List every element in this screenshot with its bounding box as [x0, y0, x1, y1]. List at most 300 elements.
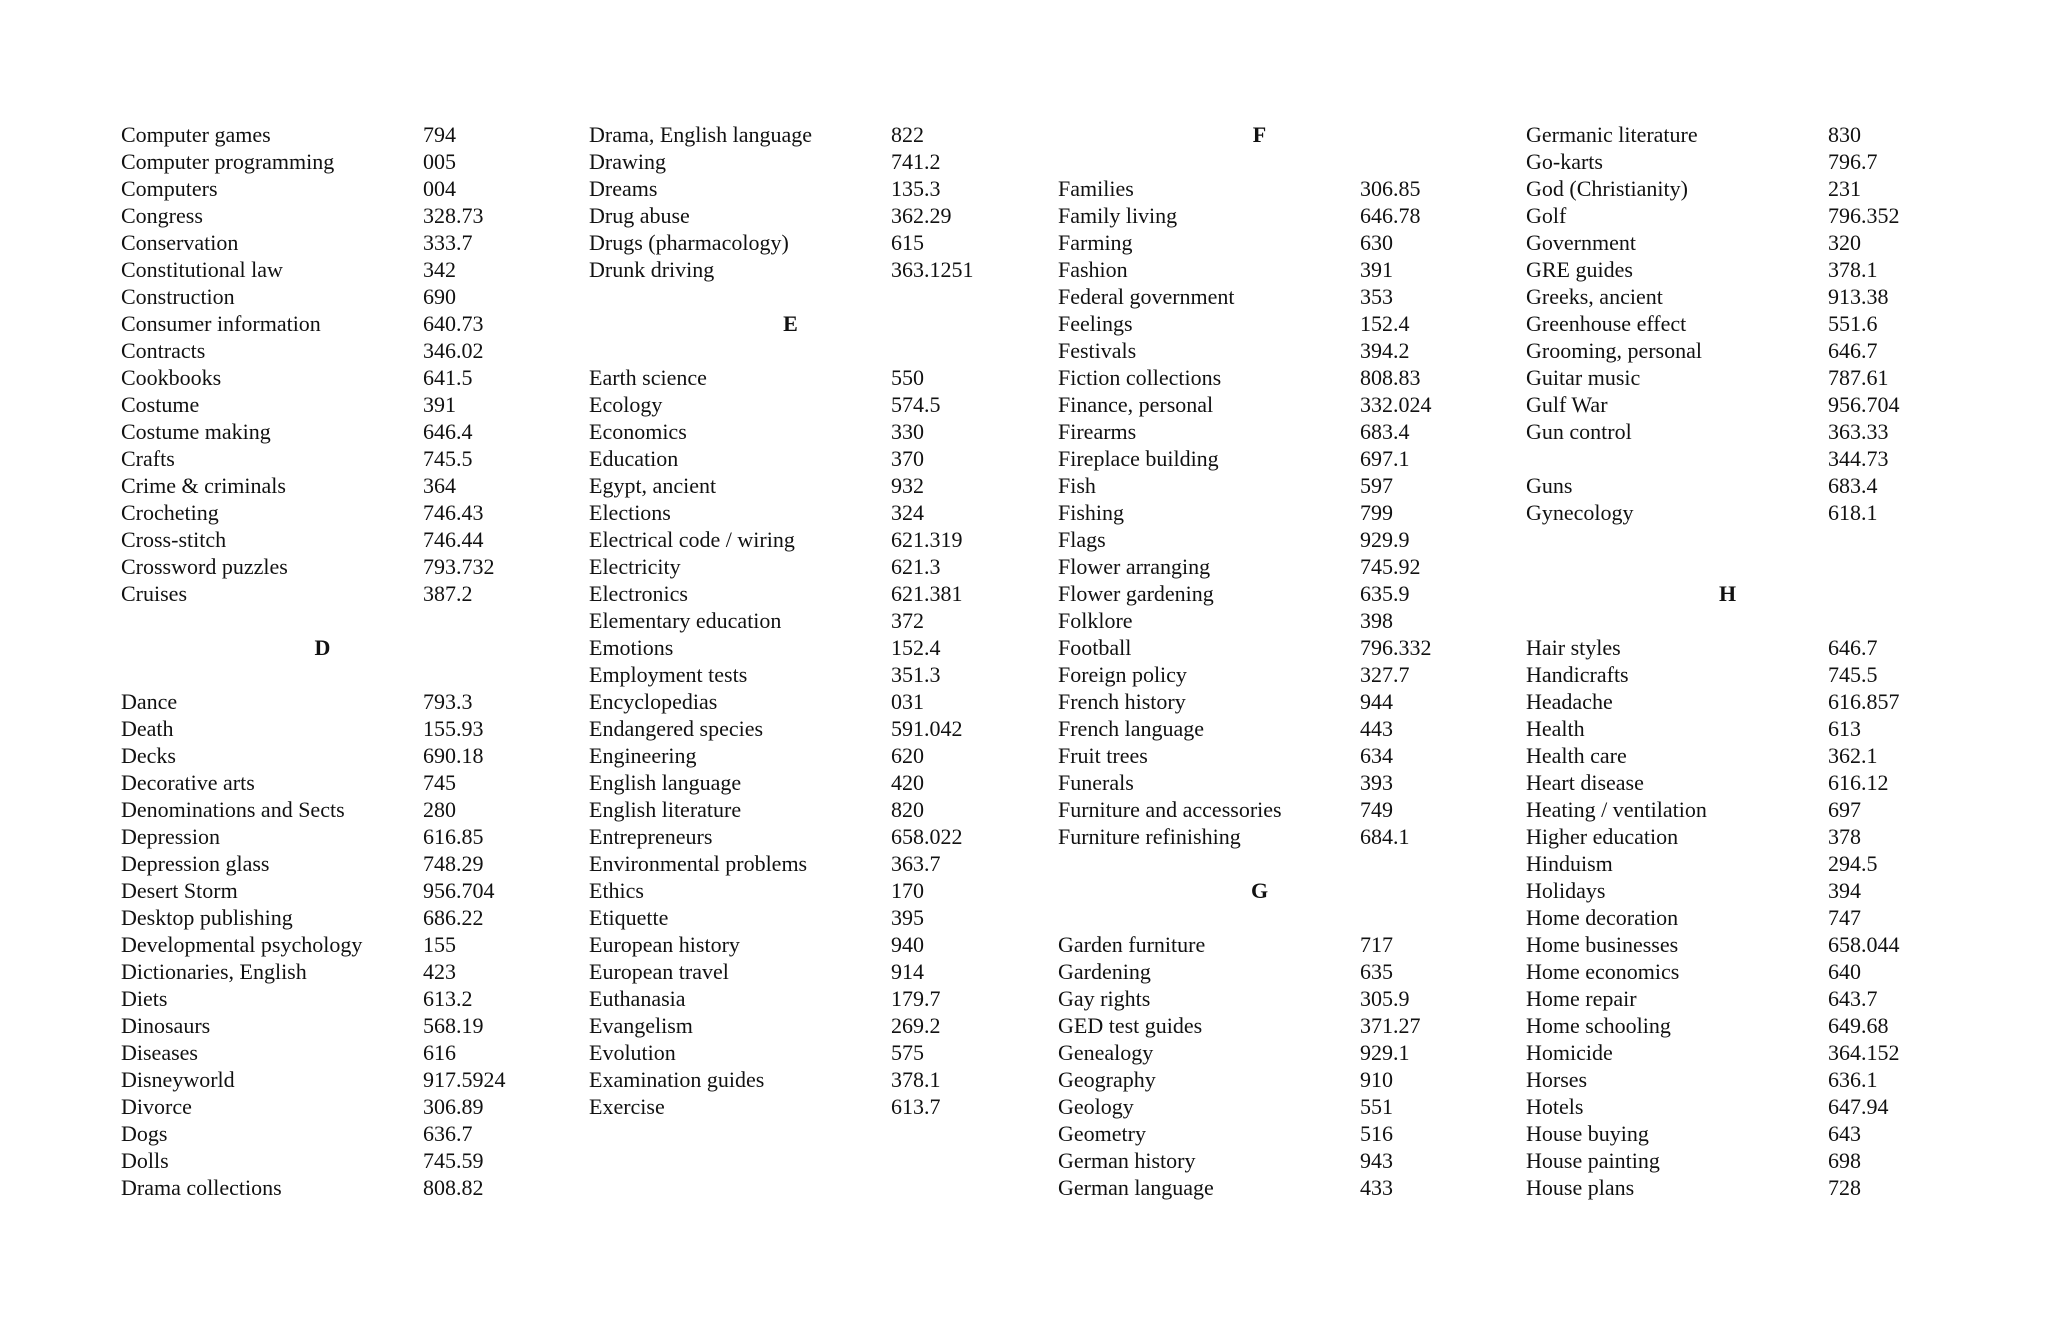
- subject-term: Family living: [1058, 203, 1178, 228]
- subject-term: Greenhouse effect: [1526, 311, 1687, 336]
- dewey-number: 913.38: [1828, 284, 1889, 309]
- index-entry-row: [1526, 877, 1966, 904]
- index-entry-row: [589, 418, 1029, 445]
- index-entry-row: [589, 688, 1029, 715]
- subject-term: Health: [1526, 716, 1585, 741]
- index-entry-row: [1058, 418, 1498, 445]
- index-column-2: [589, 121, 1029, 1120]
- index-entry-row: [121, 796, 561, 823]
- subject-term: Electrical code / wiring: [589, 527, 795, 552]
- dewey-number: 647.94: [1828, 1094, 1889, 1119]
- dewey-number: 364: [423, 473, 456, 498]
- subject-term: Crafts: [121, 446, 175, 471]
- section-letter-heading: G: [1250, 878, 1269, 903]
- dewey-number: 306.85: [1360, 176, 1421, 201]
- index-column-1: [121, 121, 561, 1201]
- index-entry-row: [1526, 229, 1966, 256]
- index-entry-row: [1526, 391, 1966, 418]
- subject-term: Constitutional law: [121, 257, 283, 282]
- subject-term: Construction: [121, 284, 235, 309]
- subject-term: Go-karts: [1526, 149, 1603, 174]
- index-entry-row: [121, 283, 561, 310]
- dewey-number: 741.2: [891, 149, 941, 174]
- subject-term: Furniture and accessories: [1058, 797, 1282, 822]
- index-entry-row: [121, 1147, 561, 1174]
- subject-term: Ethics: [589, 878, 644, 903]
- subject-term: Dogs: [121, 1121, 168, 1146]
- dewey-number: 351.3: [891, 662, 941, 687]
- index-entry-row: [1058, 1066, 1498, 1093]
- subject-term: Farming: [1058, 230, 1133, 255]
- subject-term: Home economics: [1526, 959, 1680, 984]
- dewey-number: 155.93: [423, 716, 484, 741]
- subject-term: Gulf War: [1526, 392, 1608, 417]
- subject-term: Crocheting: [121, 500, 219, 525]
- section-letter-heading: H: [1718, 581, 1737, 606]
- subject-term: Feelings: [1058, 311, 1133, 336]
- index-entry-row: [1058, 202, 1498, 229]
- dewey-number: 370: [891, 446, 924, 471]
- spacer-row: [589, 337, 1029, 364]
- dewey-number: 591.042: [891, 716, 963, 741]
- dewey-number: 378.1: [1828, 257, 1878, 282]
- dewey-number: 745.59: [423, 1148, 484, 1173]
- dewey-number: 917.5924: [423, 1067, 506, 1092]
- subject-term: Dinosaurs: [121, 1013, 211, 1038]
- dewey-number: 697.1: [1360, 446, 1410, 471]
- index-entry-row: [1526, 1012, 1966, 1039]
- spacer-row: [1058, 148, 1498, 175]
- subject-term: Gun control: [1526, 419, 1632, 444]
- dewey-number: 683.4: [1360, 419, 1410, 444]
- index-entry-row: [1058, 715, 1498, 742]
- subject-term: Finance, personal: [1058, 392, 1214, 417]
- index-entry-row: [589, 823, 1029, 850]
- spacer-row: [1526, 526, 1966, 553]
- dewey-number: 820: [891, 797, 924, 822]
- subject-term: Flower arranging: [1058, 554, 1211, 579]
- dewey-number: 728: [1828, 1175, 1861, 1200]
- subject-term: Fashion: [1058, 257, 1128, 282]
- dewey-number: 746.44: [423, 527, 484, 552]
- subject-term: English literature: [589, 797, 742, 822]
- dewey-number: 697: [1828, 797, 1861, 822]
- dewey-number: 796.332: [1360, 635, 1432, 660]
- subject-term: English language: [589, 770, 742, 795]
- subject-term: GED test guides: [1058, 1013, 1203, 1038]
- dewey-number: 353: [1360, 284, 1393, 309]
- dewey-number: 621.3: [891, 554, 941, 579]
- dewey-number: 636.1: [1828, 1067, 1878, 1092]
- index-entry-row: [121, 121, 561, 148]
- subject-term: Foreign policy: [1058, 662, 1187, 687]
- subject-term: Cross-stitch: [121, 527, 227, 552]
- dewey-number: 621.319: [891, 527, 963, 552]
- dewey-number: 342: [423, 257, 456, 282]
- index-entry-row: [121, 202, 561, 229]
- subject-term: Drama collections: [121, 1175, 282, 1200]
- subject-term: Furniture refinishing: [1058, 824, 1241, 849]
- index-entry-row: [1526, 256, 1966, 283]
- index-entry-row: [121, 688, 561, 715]
- subject-term: Education: [589, 446, 679, 471]
- dewey-number: 649.68: [1828, 1013, 1889, 1038]
- index-entry-row: [1058, 283, 1498, 310]
- dewey-number: 231: [1828, 176, 1861, 201]
- index-entry-row: [1058, 634, 1498, 661]
- dewey-number: 956.704: [423, 878, 495, 903]
- section-letter-heading: F: [1252, 122, 1267, 147]
- subject-term: Environmental problems: [589, 851, 808, 876]
- dewey-number: 636.7: [423, 1121, 473, 1146]
- subject-term: Higher education: [1526, 824, 1679, 849]
- subject-term: Congress: [121, 203, 203, 228]
- subject-term: Encyclopedias: [589, 689, 718, 714]
- dewey-number: 372: [891, 608, 924, 633]
- subject-term: Evolution: [589, 1040, 676, 1065]
- index-entry-row: [589, 931, 1029, 958]
- index-entry-row: [1058, 364, 1498, 391]
- index-entry-row: [1526, 796, 1966, 823]
- dewey-number: 684.1: [1360, 824, 1410, 849]
- index-entry-row: [121, 985, 561, 1012]
- subject-term: Diseases: [121, 1040, 198, 1065]
- index-entry-row: [1058, 580, 1498, 607]
- index-entry-row: [589, 769, 1029, 796]
- dewey-number: 686.22: [423, 905, 484, 930]
- dewey-number: 363.7: [891, 851, 941, 876]
- spacer-row: [1058, 850, 1498, 877]
- index-entry-row: [121, 1120, 561, 1147]
- subject-term: Heart disease: [1526, 770, 1644, 795]
- index-entry-row: [1058, 1120, 1498, 1147]
- spacer-row: [1526, 553, 1966, 580]
- dewey-number: 683.4: [1828, 473, 1878, 498]
- dewey-number: 646.7: [1828, 338, 1878, 363]
- index-entry-row: [1526, 1120, 1966, 1147]
- subject-term: European travel: [589, 959, 729, 984]
- index-entry-row: [1526, 364, 1966, 391]
- dewey-number: 613: [1828, 716, 1861, 741]
- index-entry-row: [1526, 850, 1966, 877]
- subject-term: Costume making: [121, 419, 271, 444]
- index-entry-row: [121, 364, 561, 391]
- index-entry-row: [121, 310, 561, 337]
- subject-term: Employment tests: [589, 662, 748, 687]
- dewey-number: 630: [1360, 230, 1393, 255]
- index-entry-row: [121, 769, 561, 796]
- subject-term: House buying: [1526, 1121, 1649, 1146]
- subject-term: Firearms: [1058, 419, 1137, 444]
- subject-term: Gynecology: [1526, 500, 1634, 525]
- dewey-number: 746.43: [423, 500, 484, 525]
- dewey-number: 929.9: [1360, 527, 1410, 552]
- spacer-row: [589, 283, 1029, 310]
- index-entry-row: [589, 202, 1029, 229]
- index-entry-row: [1058, 1147, 1498, 1174]
- dewey-number: 551: [1360, 1094, 1393, 1119]
- dewey-number: 613.2: [423, 986, 473, 1011]
- index-entry-row: [1526, 1174, 1966, 1201]
- subject-term: Guitar music: [1526, 365, 1641, 390]
- subject-term: Drama, English language: [589, 122, 812, 147]
- dewey-number: 616: [423, 1040, 456, 1065]
- subject-term: Football: [1058, 635, 1132, 660]
- dewey-number: 328.73: [423, 203, 484, 228]
- index-entry-row: [1526, 769, 1966, 796]
- spacer-row: [1526, 607, 1966, 634]
- dewey-number: 391: [423, 392, 456, 417]
- subject-term: Elections: [589, 500, 671, 525]
- index-entry-row: [589, 1093, 1029, 1120]
- subject-term: Crime & criminals: [121, 473, 286, 498]
- dewey-number: 378.1: [891, 1067, 941, 1092]
- dewey-number: 646.78: [1360, 203, 1421, 228]
- subject-term: Earth science: [589, 365, 707, 390]
- dewey-number: 332.024: [1360, 392, 1432, 417]
- dewey-number: 551.6: [1828, 311, 1878, 336]
- dewey-number: 793.732: [423, 554, 495, 579]
- subject-term: Emotions: [589, 635, 674, 660]
- dewey-number: 344.73: [1828, 446, 1889, 471]
- subject-term: Examination guides: [589, 1067, 765, 1092]
- subject-term: Computer games: [121, 122, 271, 147]
- section-letter-heading: D: [314, 635, 331, 660]
- index-entry-row: [121, 904, 561, 931]
- dewey-number: 179.7: [891, 986, 941, 1011]
- subject-term: Drawing: [589, 149, 666, 174]
- index-entry-row: [121, 850, 561, 877]
- index-entry-row: [589, 499, 1029, 526]
- dewey-number: 641.5: [423, 365, 473, 390]
- dewey-number: 363.1251: [891, 257, 974, 282]
- index-entry-row: [1526, 337, 1966, 364]
- dewey-number: 822: [891, 122, 924, 147]
- dewey-number: 443: [1360, 716, 1393, 741]
- index-entry-row: [1058, 958, 1498, 985]
- subject-term: Guns: [1526, 473, 1573, 498]
- subject-term: Festivals: [1058, 338, 1137, 363]
- subject-term: Electricity: [589, 554, 681, 579]
- subject-term: Home decoration: [1526, 905, 1679, 930]
- dewey-number: 574.5: [891, 392, 941, 417]
- dewey-number: 294.5: [1828, 851, 1878, 876]
- dewey-number: 324: [891, 500, 924, 525]
- dewey-number: 346.02: [423, 338, 484, 363]
- index-entry-row: [589, 175, 1029, 202]
- subject-term: Crossword puzzles: [121, 554, 288, 579]
- dewey-number: 420: [891, 770, 924, 795]
- subject-term: Decorative arts: [121, 770, 255, 795]
- index-entry-row: [1058, 445, 1498, 472]
- subject-term: House plans: [1526, 1175, 1635, 1200]
- dewey-number: 956.704: [1828, 392, 1900, 417]
- index-entry-row: [589, 877, 1029, 904]
- dewey-number: 690.18: [423, 743, 484, 768]
- index-entry-row: [121, 337, 561, 364]
- index-entry-row: [1526, 742, 1966, 769]
- subject-term: Decks: [121, 743, 176, 768]
- index-entry-row: [121, 580, 561, 607]
- subject-term: Gardening: [1058, 959, 1151, 984]
- dewey-number: 152.4: [1360, 311, 1410, 336]
- subject-term: Elementary education: [589, 608, 782, 633]
- subject-term: Home repair: [1526, 986, 1637, 1011]
- subject-term: Geometry: [1058, 1121, 1146, 1146]
- dewey-number: 433: [1360, 1175, 1393, 1200]
- dewey-number: 635.9: [1360, 581, 1410, 606]
- index-entry-row: [121, 1093, 561, 1120]
- dewey-number: 320: [1828, 230, 1861, 255]
- index-entry-row: [589, 742, 1029, 769]
- dewey-number: 616.85: [423, 824, 484, 849]
- dewey-number: 943: [1360, 1148, 1393, 1173]
- dewey-number: 717: [1360, 932, 1393, 957]
- subject-term: Fish: [1058, 473, 1096, 498]
- dewey-number: 621.381: [891, 581, 963, 606]
- subject-term: Fireplace building: [1058, 446, 1219, 471]
- index-entry-row: [1526, 121, 1966, 148]
- index-entry-row: [1058, 553, 1498, 580]
- subject-term: Denominations and Sects: [121, 797, 345, 822]
- dewey-number: 394.2: [1360, 338, 1410, 363]
- dewey-number: 914: [891, 959, 924, 984]
- index-entry-row: [121, 1066, 561, 1093]
- index-entry-row: [1526, 202, 1966, 229]
- dewey-number: 643: [1828, 1121, 1861, 1146]
- dewey-number: 634: [1360, 743, 1393, 768]
- dewey-number: 745.5: [423, 446, 473, 471]
- dewey-number: 305.9: [1360, 986, 1410, 1011]
- index-entry-row: [1526, 904, 1966, 931]
- subject-term: Egypt, ancient: [589, 473, 717, 498]
- dewey-number: 393: [1360, 770, 1393, 795]
- subject-term: Gay rights: [1058, 986, 1151, 1011]
- dewey-number: 378: [1828, 824, 1861, 849]
- index-entry-row: [1058, 1039, 1498, 1066]
- index-entry-row: [121, 526, 561, 553]
- dewey-number: 330: [891, 419, 924, 444]
- dewey-number: 830: [1828, 122, 1861, 147]
- dewey-number: 568.19: [423, 1013, 484, 1038]
- subject-term: Home businesses: [1526, 932, 1679, 957]
- dewey-number: 398: [1360, 608, 1393, 633]
- index-entry-row: [589, 364, 1029, 391]
- subject-term: House painting: [1526, 1148, 1660, 1173]
- subject-term: French language: [1058, 716, 1204, 741]
- index-entry-row: [1526, 688, 1966, 715]
- subject-term: Greeks, ancient: [1526, 284, 1663, 309]
- subject-term: Death: [121, 716, 174, 741]
- index-entry-row: [1526, 715, 1966, 742]
- dewey-number: 327.7: [1360, 662, 1410, 687]
- subject-term: German history: [1058, 1148, 1196, 1173]
- index-entry-row: [121, 931, 561, 958]
- subject-term: French history: [1058, 689, 1186, 714]
- index-entry-row: [121, 958, 561, 985]
- subject-term: Federal government: [1058, 284, 1235, 309]
- index-entry-row: [1058, 688, 1498, 715]
- index-entry-row: [121, 229, 561, 256]
- index-entry-row: [121, 742, 561, 769]
- subject-term: Conservation: [121, 230, 239, 255]
- subject-term: European history: [589, 932, 740, 957]
- subject-term: Depression: [121, 824, 220, 849]
- dewey-number: 550: [891, 365, 924, 390]
- index-entry-row: [589, 634, 1029, 661]
- subject-term: Cruises: [121, 581, 187, 606]
- subject-term: Hair styles: [1526, 635, 1621, 660]
- subject-term: Germanic literature: [1526, 122, 1698, 147]
- index-entry-row: [121, 418, 561, 445]
- subject-term: Contracts: [121, 338, 206, 363]
- index-entry-row: [589, 715, 1029, 742]
- index-entry-row: [1526, 985, 1966, 1012]
- index-entry-row: [1058, 526, 1498, 553]
- index-entry-row: [1526, 958, 1966, 985]
- index-entry-row: [589, 553, 1029, 580]
- index-entry-row: [121, 175, 561, 202]
- dewey-number: 135.3: [891, 176, 941, 201]
- index-entry-row: [589, 796, 1029, 823]
- index-entry-row: [1526, 310, 1966, 337]
- subject-term: Golf: [1526, 203, 1567, 228]
- subject-term: Computer programming: [121, 149, 335, 174]
- subject-term: Disneyworld: [121, 1067, 235, 1092]
- index-entry-row: [1526, 1066, 1966, 1093]
- index-entry-row: [1058, 256, 1498, 283]
- subject-term: Fishing: [1058, 500, 1125, 525]
- subject-term: Heating / ventilation: [1526, 797, 1707, 822]
- subject-term: Headache: [1526, 689, 1613, 714]
- index-entry-row: [1058, 607, 1498, 634]
- subject-term: Home schooling: [1526, 1013, 1671, 1038]
- subject-term: Diets: [121, 986, 168, 1011]
- subject-term: Entrepreneurs: [589, 824, 713, 849]
- index-entry-row: [1526, 445, 1966, 472]
- dewey-number: 371.27: [1360, 1013, 1421, 1038]
- dewey-number: 423: [423, 959, 456, 984]
- dewey-number: 640: [1828, 959, 1861, 984]
- subject-term: Hinduism: [1526, 851, 1613, 876]
- index-entry-row: [589, 445, 1029, 472]
- index-entry-row: [589, 607, 1029, 634]
- subject-term: Funerals: [1058, 770, 1134, 795]
- subject-term: Consumer information: [121, 311, 321, 336]
- spacer-row: [1058, 904, 1498, 931]
- subject-term: Desktop publishing: [121, 905, 293, 930]
- index-entry-row: [1526, 418, 1966, 445]
- dewey-number: 745: [423, 770, 456, 795]
- dewey-number: 745.92: [1360, 554, 1421, 579]
- index-entry-row: [1526, 1039, 1966, 1066]
- dewey-number: 394: [1828, 878, 1861, 903]
- subject-term: Handicrafts: [1526, 662, 1629, 687]
- dewey-number: 620: [891, 743, 924, 768]
- index-entry-row: [589, 580, 1029, 607]
- dewey-number: 616.857: [1828, 689, 1900, 714]
- index-entry-row: [589, 256, 1029, 283]
- subject-term: God (Christianity): [1526, 176, 1688, 201]
- subject-term: Geography: [1058, 1067, 1156, 1092]
- index-entry-row: [1526, 148, 1966, 175]
- subject-term: Flower gardening: [1058, 581, 1214, 606]
- dewey-number: 793.3: [423, 689, 473, 714]
- dewey-number: 794: [423, 122, 456, 147]
- spacer-row: [121, 661, 561, 688]
- index-entry-row: [589, 985, 1029, 1012]
- subject-term: Dance: [121, 689, 178, 714]
